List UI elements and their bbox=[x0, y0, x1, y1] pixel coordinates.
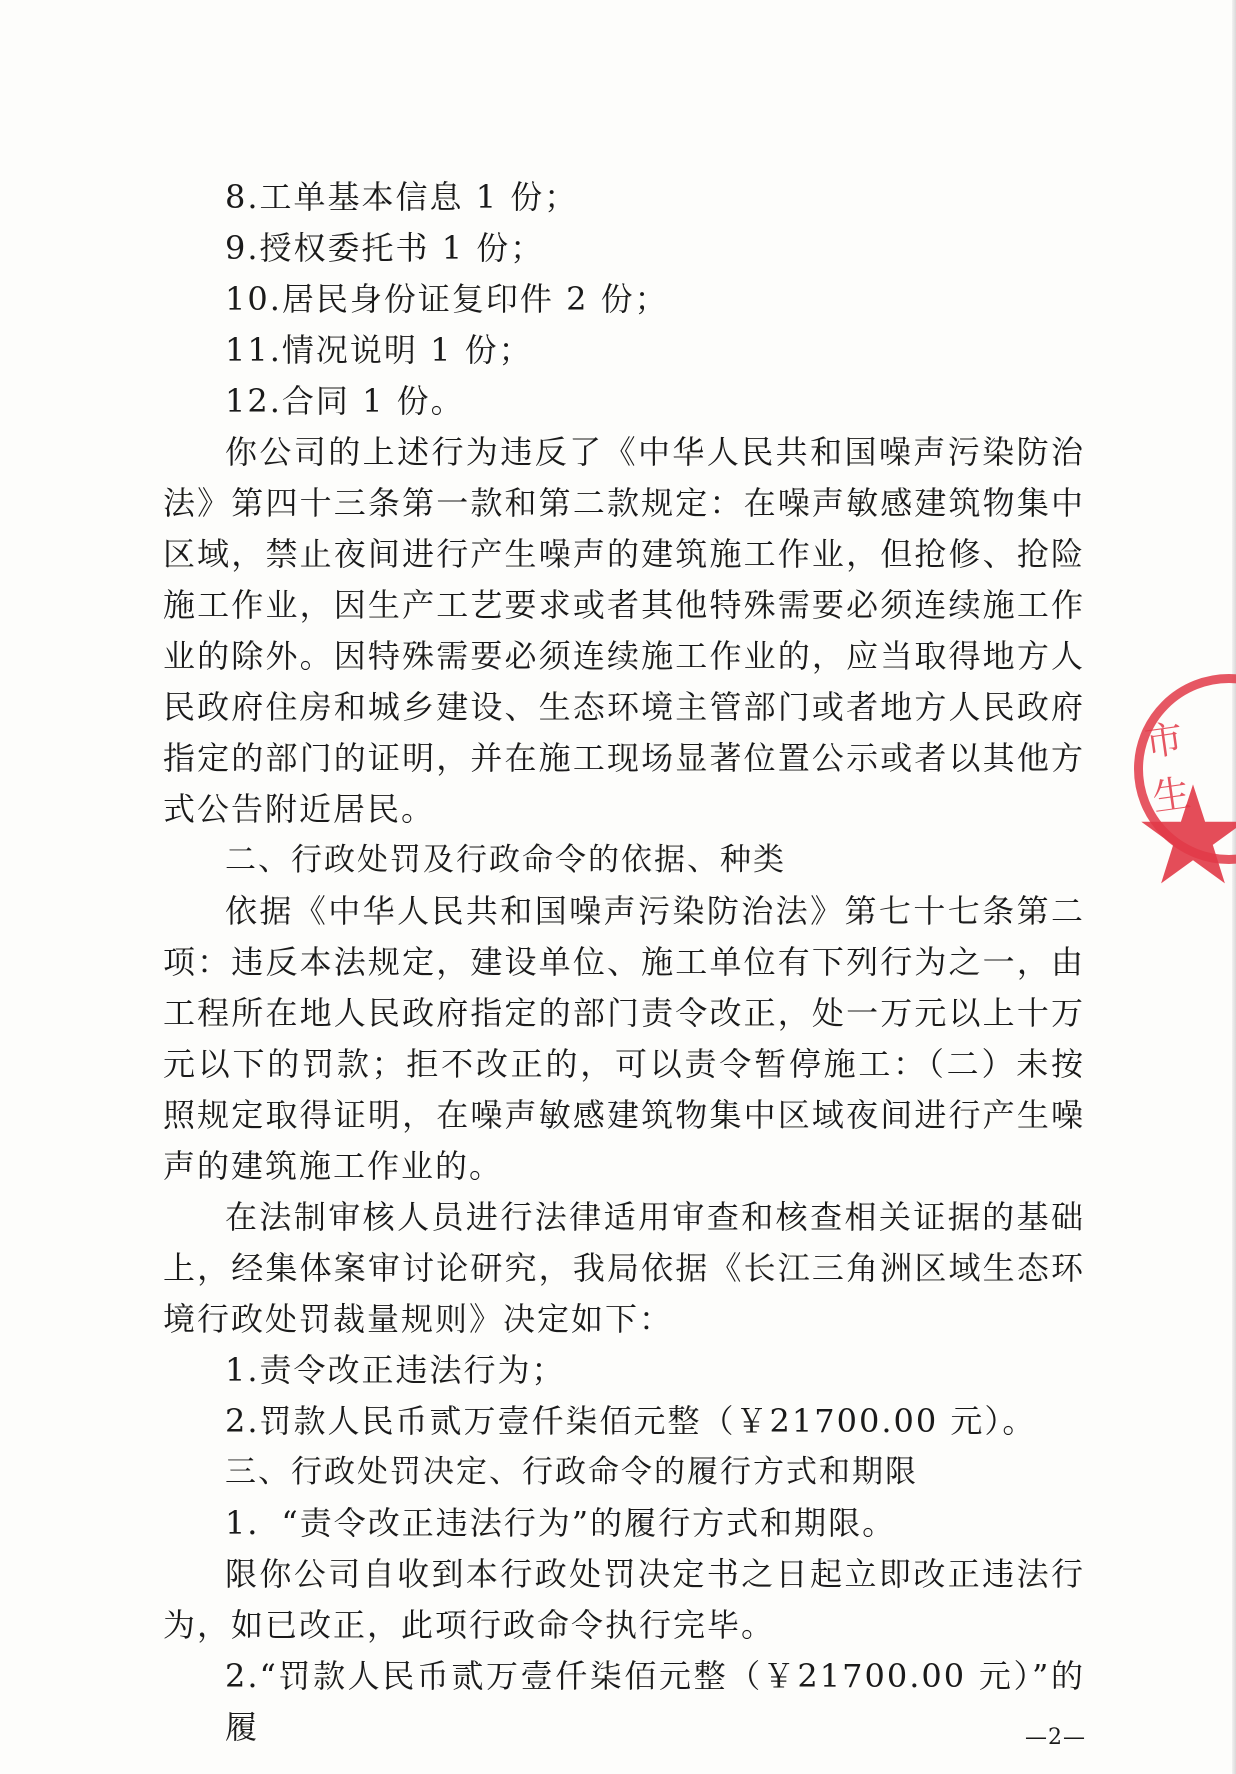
list-item: 12.合同 1 份。 bbox=[225, 382, 465, 420]
list-item: 2.罚款人民币贰万壹仟柒佰元整（￥21700.00 元）。 bbox=[225, 1402, 1037, 1440]
section-heading: 二、行政处罚及行政命令的依据、种类 bbox=[225, 842, 786, 878]
list-item: 11.情况说明 1 份； bbox=[225, 331, 533, 369]
document-body bbox=[163, 172, 1085, 1753]
paragraph: 限你公司自收到本行政处罚决定书之日起立即改正违法行为，如已改正，此项行政命令执行完毕。 bbox=[163, 1555, 1085, 1644]
paragraph: 依据《中华人民共和国噪声污染防治法》第七十七条第二项：违反本法规定，建设单位、施工单位有下列行为之一，由工程所在地人民政府指定的部门责令改正，处一万元以上十万元以下的罚款；拒不改正的，可以责令暂停施工：（二）未按照规定取得证明，在噪声敏感建筑物集中区域夜间进行产生噪声的建筑施工作业的。 bbox=[163, 892, 1085, 1185]
list-item: 9.授权委托书 1 份； bbox=[225, 229, 545, 267]
page-number: —2— bbox=[1025, 1725, 1086, 1750]
seal-text: 市生 bbox=[1142, 714, 1210, 820]
list-item: 8.工单基本信息 1 份； bbox=[225, 178, 579, 216]
section-heading: 三、行政处罚决定、行政命令的履行方式和期限 bbox=[225, 1454, 918, 1490]
list-item: 10.居民身份证复印件 2 份； bbox=[225, 280, 669, 318]
red-seal-star-icon bbox=[1138, 780, 1236, 890]
list-item: 1.责令改正违法行为； bbox=[225, 1351, 566, 1389]
paragraph: 你公司的上述行为违反了《中华人民共和国噪声污染防治法》第四十三条第一款和第二款规定：在噪声敏感建筑物集中区域，禁止夜间进行产生噪声的建筑施工作业，但抢修、抢险施工作业，因生产工艺要求或者其他特殊需要必须连续施工作业的除外。因特殊需要必须连续施工作业的，应当取得地方人民政府住房和城乡建设、生态环境主管部门或者地方人民政府指定的部门的证明，并在施工现场显著位置公示或者以其他方式公告附近居民。 bbox=[163, 433, 1085, 828]
list-item: 2.“罚款人民币贰万壹仟柒佰元整（￥21700.00 元）”的履 bbox=[225, 1657, 1085, 1746]
list-item: 1．“责令改正违法行为”的履行方式和期限。 bbox=[225, 1504, 897, 1542]
paragraph: 在法制审核人员进行法律适用审查和核查相关证据的基础上，经集体案审讨论研究，我局依据《长江三角洲区域生态环境行政处罚裁量规则》决定如下： bbox=[163, 1198, 1085, 1338]
